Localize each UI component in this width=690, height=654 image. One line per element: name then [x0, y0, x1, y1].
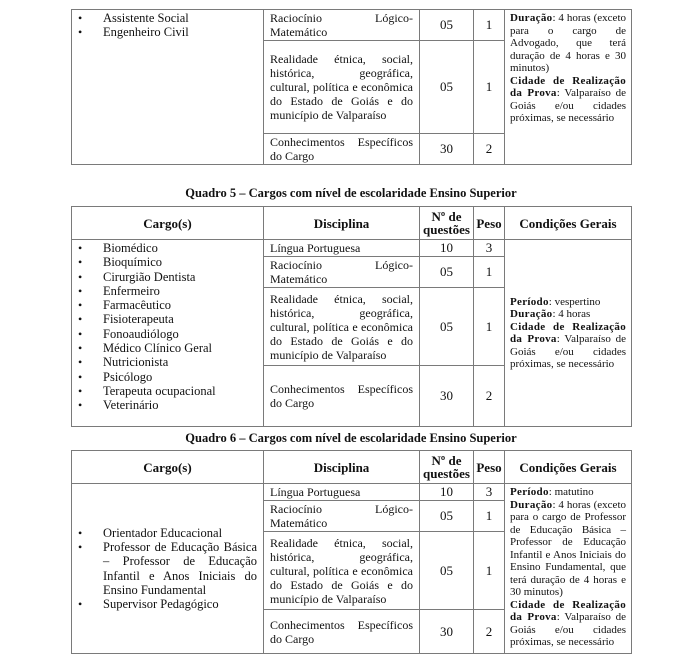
- disciplina-cell: Conhecimentos Específicos do Cargo: [264, 366, 420, 427]
- header-peso: Peso: [474, 207, 505, 240]
- cargo-item: • Assistente Social: [76, 11, 259, 25]
- disciplina-cell: Conhecimentos Específicos do Cargo: [264, 610, 420, 654]
- header-row: [72, 451, 632, 484]
- periodo-label: Período: [510, 486, 549, 498]
- cargo-item: • Fisioterapeuta: [76, 312, 259, 326]
- duracao-value: : 4 horas (exceto para o cargo de Advogado, que terá duração de 4 horas e 30 minutos): [510, 12, 626, 74]
- table-row: [72, 484, 632, 501]
- cidade-value: : Valparaíso de Goiás e/ou cidades próximas, se necessário: [510, 611, 627, 648]
- cargo-item: • Supervisor Pedagógico: [76, 597, 257, 611]
- cargo-list-cell: [72, 240, 264, 427]
- cargo-item: • Terapeuta ocupacional: [76, 384, 259, 398]
- header-cargo: Cargo(s): [72, 451, 264, 484]
- duracao-label: Duração: [510, 308, 553, 320]
- cargo-list: [76, 526, 257, 612]
- peso-cell: 1: [474, 41, 505, 134]
- quadro5-caption: Quadro 5 – Cargos com nível de escolaridade Ensino Superior: [185, 186, 517, 200]
- header-condicoes: Condições Gerais: [505, 207, 632, 240]
- quadro6-caption: Quadro 6 – Cargos com nível de escolaridade Ensino Superior: [185, 431, 517, 445]
- cidade-label: Cidade de Realização da Prova: [510, 74, 626, 99]
- questoes-cell: 05: [420, 41, 474, 134]
- cargo-item: • Fonoaudiólogo: [76, 327, 259, 341]
- disciplina-cell: Língua Portuguesa: [264, 484, 420, 501]
- condicoes-cell: [505, 240, 632, 427]
- cargo-item: • Orientador Educacional: [76, 526, 257, 540]
- duracao-label: Duração: [510, 498, 553, 511]
- cargo-item: • Farmacêutico: [76, 298, 259, 312]
- table-row: [72, 240, 632, 257]
- questoes-cell: 05: [420, 501, 474, 532]
- cargo-item: • Enfermeiro: [76, 284, 259, 298]
- cargo-item: • Cirurgião Dentista: [76, 270, 259, 284]
- peso-cell: 2: [474, 366, 505, 427]
- quadro4-table: [71, 9, 632, 165]
- peso-cell: 1: [474, 10, 505, 41]
- peso-cell: 1: [474, 501, 505, 532]
- disciplina-cell: Raciocínio Lógico-Matemático: [264, 257, 420, 288]
- questoes-cell: 30: [420, 134, 474, 165]
- cargo-item: • Médico Clínico Geral: [76, 341, 259, 355]
- cargo-item: • Psicólogo: [76, 370, 259, 384]
- peso-cell: 3: [474, 484, 505, 501]
- peso-cell: 1: [474, 257, 505, 288]
- questoes-cell: 05: [420, 10, 474, 41]
- disciplina-cell: Conhecimentos Específicos do Cargo: [264, 134, 420, 165]
- questoes-cell: 10: [420, 484, 474, 501]
- disciplina-cell: Realidade étnica, social, histórica, geográfica, cultural, política e econômica do Estado de Goiás e do município de Valparaíso: [264, 288, 420, 366]
- cidade-label: Cidade de Realização da Prova: [510, 598, 626, 623]
- periodo-label: Período: [510, 295, 549, 308]
- cidade-label: Cidade de Realização da Prova: [510, 320, 626, 345]
- cargo-list-cell: [72, 10, 264, 165]
- duracao-value: : 4 horas: [552, 308, 591, 320]
- cargo-list: [76, 241, 259, 413]
- periodo-value: : matutino: [548, 486, 594, 498]
- cargo-item: • Nutricionista: [76, 355, 259, 369]
- duracao-label: Duração: [510, 12, 553, 24]
- peso-cell: 2: [474, 610, 505, 654]
- questoes-cell: 30: [420, 366, 474, 427]
- duracao-value: : 4 horas (exceto para o cargo de Professor de Educação Básica – Professor de Educação Infantil e Anos Iniciais do Ensino Fundamental, que terá duração de 4 horas e 30 minutos): [510, 498, 626, 598]
- table-row: [72, 10, 632, 41]
- header-peso: Peso: [474, 451, 505, 484]
- disciplina-cell: Raciocínio Lógico-Matemático: [264, 501, 420, 532]
- cargo-item: • Bioquímico: [76, 255, 259, 269]
- peso-cell: 1: [474, 532, 505, 610]
- questoes-cell: 05: [420, 532, 474, 610]
- condicoes-cell: [505, 484, 632, 654]
- header-row: [72, 207, 632, 240]
- header-condicoes: Condições Gerais: [505, 451, 632, 484]
- disciplina-cell: Raciocínio Lógico-Matemático: [264, 10, 420, 41]
- peso-cell: 3: [474, 240, 505, 257]
- peso-cell: 2: [474, 134, 505, 165]
- disciplina-cell: Realidade étnica, social, histórica, geográfica, cultural, política e econômica do Estado de Goiás e do município de Valparaíso: [264, 41, 420, 134]
- quadro5-table: [71, 206, 632, 427]
- header-disciplina: Disciplina: [264, 207, 420, 240]
- peso-cell: 1: [474, 288, 505, 366]
- questoes-cell: 10: [420, 240, 474, 257]
- cargo-list: [76, 11, 259, 40]
- cidade-value: : Valparaíso de Goiás e/ou cidades próximas, se necessário: [510, 333, 627, 370]
- cidade-value: : Valparaíso de Goiás e/ou cidades próximas, se necessário: [510, 87, 627, 124]
- cargo-item: • Engenheiro Civil: [76, 25, 259, 39]
- questoes-cell: 30: [420, 610, 474, 654]
- questoes-cell: 05: [420, 288, 474, 366]
- periodo-value: : vespertino: [548, 295, 601, 308]
- cargo-item: • Veterinário: [76, 398, 259, 412]
- header-cargo: Cargo(s): [72, 207, 264, 240]
- questoes-cell: 05: [420, 257, 474, 288]
- header-disciplina: Disciplina: [264, 451, 420, 484]
- cargo-item: • Professor de Educação Básica – Professor de Educação Infantil e Anos Iniciais do Ensino Fundamental: [76, 540, 257, 597]
- header-questoes: Nº de questões: [420, 207, 474, 240]
- disciplina-cell: Língua Portuguesa: [264, 240, 420, 257]
- cargo-list-cell: [72, 484, 264, 654]
- disciplina-cell: Realidade étnica, social, histórica, geográfica, cultural, política e econômica do Estado de Goiás e do município de Valparaíso: [264, 532, 420, 610]
- cargo-item: • Biomédico: [76, 241, 259, 255]
- quadro6-table: [71, 450, 632, 654]
- condicoes-cell: [505, 10, 632, 165]
- header-questoes: Nº de questões: [420, 451, 474, 484]
